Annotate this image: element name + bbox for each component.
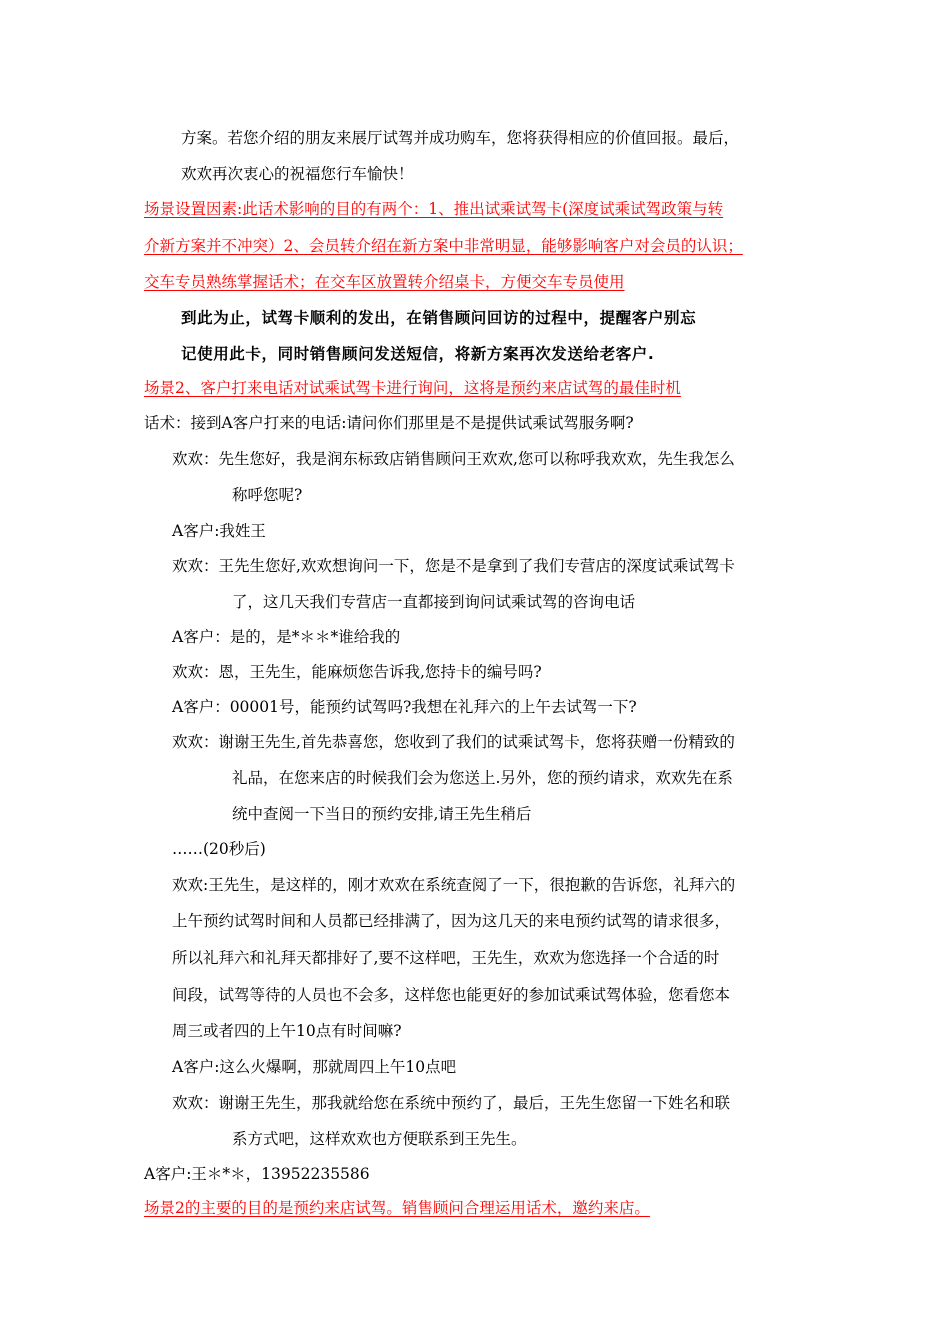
dialogue-line: A客户:王＊*＊，13952235586: [144, 1165, 370, 1183]
paragraph-line: 欢欢再次衷心的祝福您行车愉快！: [181, 165, 414, 183]
dialogue-line: 周三或者四的上午10点有时间嘛?: [172, 1022, 402, 1040]
scene-conclusion: 场景2的主要的目的是预约来店试驾。销售顾问合理运用话术，邀约来店。: [144, 1199, 650, 1217]
dialogue-line: 间段，试驾等待的人员也不会多，这样您也能更好的参加试乘试驾体验，您看您本: [172, 986, 731, 1004]
dialogue-continuation: 统中查阅一下当日的预约安排,请王先生稍后: [232, 805, 532, 823]
scene-note-line: 介新方案并不冲突）2、会员转介绍在新方案中非常明显，能够影响客户对会员的认识；: [144, 237, 743, 255]
dialogue-line: A客户：是的，是*＊＊*谁给我的: [172, 628, 401, 646]
scene-note-line: 场景设置因素:此话术影响的目的有两个：1、推出试乘试驾卡(深度试乘试驾政策与转: [144, 200, 724, 218]
dialogue-line: 欢欢：谢谢王先生,首先恭喜您，您收到了我们的试乘试驾卡，您将获赠一份精致的: [172, 733, 735, 751]
dialogue-continuation: 了，这几天我们专营店一直都接到询问试乘试驾的咨询电话: [232, 593, 636, 611]
dialogue-line: A客户:这么火爆啊，那就周四上午10点吧: [172, 1058, 457, 1076]
dialogue-line: 欢欢：王先生您好,欢欢想询问一下，您是不是拿到了我们专营店的深度试乘试驾卡: [172, 557, 735, 575]
dialogue-line: A客户：00001号，能预约试驾吗?我想在礼拜六的上午去试驾一下?: [172, 698, 637, 716]
dialogue-continuation: 礼品，在您来店的时候我们会为您送上.另外，您的预约请求，欢欢先在系: [232, 769, 733, 787]
dialogue-line: ……(20秒后): [172, 840, 266, 858]
scene-heading: 场景2、客户打来电话对试乘试驾卡进行询问，这将是预约来店试驾的最佳时机: [144, 379, 681, 397]
dialogue-continuation: 系方式吧，这样欢欢也方便联系到王先生。: [232, 1130, 527, 1148]
dialogue-line: 上午预约试驾时间和人员都已经排满了，因为这几天的来电预约试驾的请求很多，: [172, 912, 731, 930]
dialogue-line: 所以礼拜六和礼拜天都排好了,要不这样吧，王先生，欢欢为您选择一个合适的时: [172, 949, 720, 967]
dialogue-continuation: 称呼您呢?: [232, 486, 303, 504]
dialogue-line: 欢欢：恩，王先生，能麻烦您告诉我,您持卡的编号吗?: [172, 663, 542, 681]
dialogue-line: 欢欢:王先生，是这样的，刚才欢欢在系统查阅了一下，很抱歉的告诉您，礼拜六的: [172, 876, 736, 894]
summary-line: 记使用此卡，同时销售顾问发送短信，将新方案再次发送给老客户.: [181, 345, 655, 363]
dialogue-line: A客户:我姓王: [172, 522, 266, 540]
dialogue-line: 欢欢：先生您好，我是润东标致店销售顾问王欢欢,您可以称呼我欢欢，先生我怎么: [172, 450, 735, 468]
paragraph-line: 方案。若您介绍的朋友来展厅试驾并成功购车，您将获得相应的价值回报。最后，: [181, 129, 740, 147]
dialogue-line: 欢欢：谢谢王先生，那我就给您在系统中预约了，最后，王先生您留一下姓名和联: [172, 1094, 731, 1112]
summary-line: 到此为止，试驾卡顺利的发出，在销售顾问回访的过程中，提醒客户别忘: [181, 309, 697, 327]
scene-note-line: 交车专员熟练掌握话术；在交车区放置转介绍桌卡，方便交车专员使用: [144, 273, 625, 291]
script-line: 话术：接到A客户打来的电话:请问你们那里是不是提供试乘试驾服务啊?: [144, 414, 634, 432]
